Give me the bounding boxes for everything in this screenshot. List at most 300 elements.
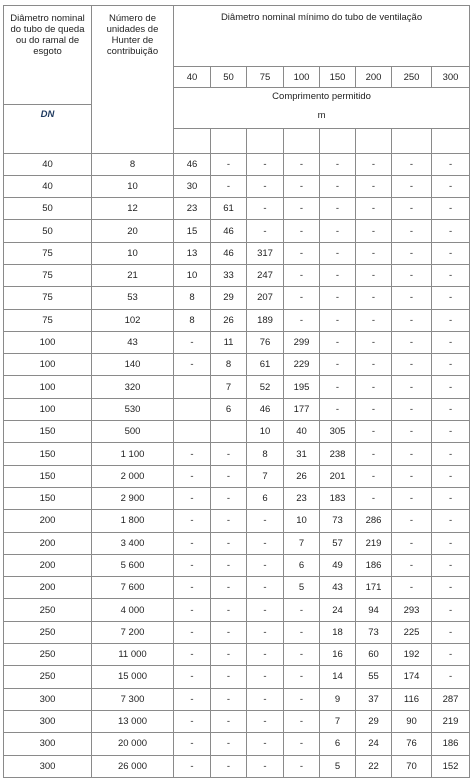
length-cell: - <box>211 621 247 643</box>
length-cell: 8 <box>211 354 247 376</box>
length-cell: - <box>356 465 392 487</box>
length-cell: - <box>247 220 284 242</box>
length-cell: 43 <box>320 577 356 599</box>
length-cell: - <box>432 309 470 331</box>
table-row <box>4 465 470 487</box>
length-cell: 24 <box>320 599 356 621</box>
header-vent-title: Diâmetro nominal mínimo do tubo de ventilação <box>174 6 470 67</box>
table-row <box>4 264 470 286</box>
length-cell: - <box>392 153 432 175</box>
length-cell: 189 <box>247 309 284 331</box>
length-cell: - <box>432 510 470 532</box>
length-cell: 22 <box>356 755 392 777</box>
length-cell: - <box>284 309 320 331</box>
length-cell: - <box>174 755 211 777</box>
length-cell: 31 <box>284 443 320 465</box>
length-cell: 23 <box>284 487 320 509</box>
table-row <box>4 487 470 509</box>
length-cell: 186 <box>356 554 392 576</box>
header-spacer <box>211 128 247 153</box>
uhc-cell: 530 <box>92 398 174 420</box>
table-row <box>4 376 470 398</box>
length-cell: 60 <box>356 644 392 666</box>
ventilation-length-table <box>3 5 470 778</box>
uhc-cell: 3 400 <box>92 532 174 554</box>
length-cell: - <box>356 376 392 398</box>
length-cell: - <box>284 599 320 621</box>
dn-cell: 250 <box>4 599 92 621</box>
length-cell: - <box>356 331 392 353</box>
length-cell: - <box>247 710 284 732</box>
length-cell: - <box>432 398 470 420</box>
length-cell: 26 <box>284 465 320 487</box>
length-cell: - <box>247 532 284 554</box>
length-cell: 49 <box>320 554 356 576</box>
length-cell: - <box>320 331 356 353</box>
header-spacer <box>432 128 470 153</box>
dn-cell: 150 <box>4 487 92 509</box>
length-cell: - <box>392 354 432 376</box>
uhc-cell: 4 000 <box>92 599 174 621</box>
length-cell: - <box>247 688 284 710</box>
header-vent-diameter-cell: 75 <box>247 67 284 88</box>
uhc-cell: 500 <box>92 421 174 443</box>
header-dn-sub-cell <box>4 104 92 153</box>
length-cell: 219 <box>356 532 392 554</box>
length-cell: - <box>392 376 432 398</box>
length-cell: - <box>356 198 392 220</box>
header-vent-diameter-cell: 50 <box>211 67 247 88</box>
uhc-cell: 11 000 <box>92 644 174 666</box>
length-cell: - <box>392 242 432 264</box>
uhc-cell: 20 <box>92 220 174 242</box>
length-cell: 46 <box>247 398 284 420</box>
length-cell: - <box>320 242 356 264</box>
length-cell: 7 <box>320 710 356 732</box>
length-cell: - <box>247 554 284 576</box>
length-cell: 10 <box>284 510 320 532</box>
table-row <box>4 331 470 353</box>
length-cell: - <box>211 710 247 732</box>
uhc-cell: 43 <box>92 331 174 353</box>
length-cell: 207 <box>247 287 284 309</box>
length-cell: - <box>284 287 320 309</box>
length-cell: - <box>247 510 284 532</box>
header-spacer <box>392 128 432 153</box>
length-cell: - <box>432 644 470 666</box>
length-cell: 293 <box>392 599 432 621</box>
header-uhc-label: Número de unidades de Hunter de contribuição <box>106 13 159 57</box>
header-spacer <box>174 128 211 153</box>
length-cell: 238 <box>320 443 356 465</box>
length-cell: - <box>356 309 392 331</box>
length-cell: 195 <box>284 376 320 398</box>
uhc-cell: 12 <box>92 198 174 220</box>
uhc-cell: 20 000 <box>92 733 174 755</box>
dn-cell: 100 <box>4 376 92 398</box>
length-cell: 55 <box>356 666 392 688</box>
length-cell: 5 <box>284 577 320 599</box>
table-row <box>4 554 470 576</box>
length-cell: 90 <box>392 710 432 732</box>
dn-cell: 150 <box>4 421 92 443</box>
table-row <box>4 198 470 220</box>
length-cell: - <box>284 153 320 175</box>
length-cell: - <box>174 465 211 487</box>
length-cell: - <box>356 175 392 197</box>
length-cell: - <box>392 198 432 220</box>
uhc-cell: 1 800 <box>92 510 174 532</box>
length-cell: - <box>432 354 470 376</box>
uhc-cell: 140 <box>92 354 174 376</box>
length-cell: 6 <box>320 733 356 755</box>
uhc-cell: 7 200 <box>92 621 174 643</box>
length-cell: - <box>392 331 432 353</box>
length-cell: - <box>284 666 320 688</box>
length-cell: 5 <box>320 755 356 777</box>
dn-cell: 100 <box>4 398 92 420</box>
length-cell: - <box>211 554 247 576</box>
length-cell: - <box>211 153 247 175</box>
length-cell: 299 <box>284 331 320 353</box>
length-cell: - <box>211 532 247 554</box>
length-cell: 29 <box>356 710 392 732</box>
length-cell: - <box>320 175 356 197</box>
length-cell: - <box>320 220 356 242</box>
length-cell: - <box>356 421 392 443</box>
length-cell: - <box>174 554 211 576</box>
dn-cell: 300 <box>4 733 92 755</box>
length-cell: - <box>320 198 356 220</box>
length-cell: 73 <box>356 621 392 643</box>
dn-cell: 150 <box>4 443 92 465</box>
length-cell: - <box>432 242 470 264</box>
table-row <box>4 175 470 197</box>
dn-cell: 300 <box>4 755 92 777</box>
table-row <box>4 733 470 755</box>
length-cell: - <box>432 554 470 576</box>
uhc-cell: 10 <box>92 175 174 197</box>
table-row <box>4 755 470 777</box>
length-cell: - <box>320 287 356 309</box>
ventilation-table-container <box>3 5 469 778</box>
length-cell: - <box>211 487 247 509</box>
header-spacer <box>356 128 392 153</box>
length-cell: 73 <box>320 510 356 532</box>
length-cell: - <box>284 733 320 755</box>
dn-cell: 200 <box>4 510 92 532</box>
length-cell: - <box>356 354 392 376</box>
length-cell: - <box>174 331 211 353</box>
length-cell: - <box>174 443 211 465</box>
length-cell: - <box>356 220 392 242</box>
length-cell: - <box>432 599 470 621</box>
table-row <box>4 688 470 710</box>
length-cell: - <box>392 532 432 554</box>
header-spacer <box>284 128 320 153</box>
length-cell: - <box>247 599 284 621</box>
length-cell: - <box>247 198 284 220</box>
length-cell: 61 <box>211 198 247 220</box>
length-cell: - <box>284 710 320 732</box>
length-cell: - <box>392 510 432 532</box>
length-cell: - <box>356 287 392 309</box>
uhc-cell: 15 000 <box>92 666 174 688</box>
length-cell: 11 <box>211 331 247 353</box>
table-row <box>4 220 470 242</box>
length-cell: - <box>432 153 470 175</box>
length-cell: 247 <box>247 264 284 286</box>
length-cell: - <box>174 733 211 755</box>
uhc-cell: 7 300 <box>92 688 174 710</box>
length-cell: - <box>174 666 211 688</box>
length-cell: 46 <box>211 242 247 264</box>
length-cell: 201 <box>320 465 356 487</box>
length-cell: - <box>174 644 211 666</box>
header-vent-diameter-cell: 200 <box>356 67 392 88</box>
table-row <box>4 510 470 532</box>
length-cell: 171 <box>356 577 392 599</box>
length-cell: - <box>356 153 392 175</box>
length-cell: - <box>174 710 211 732</box>
length-cell: - <box>247 175 284 197</box>
length-cell: - <box>432 577 470 599</box>
dn-cell: 250 <box>4 644 92 666</box>
length-cell: - <box>284 175 320 197</box>
length-cell: 46 <box>174 153 211 175</box>
length-cell: 76 <box>247 331 284 353</box>
table-body <box>4 153 470 777</box>
uhc-cell: 1 100 <box>92 443 174 465</box>
length-cell: 37 <box>356 688 392 710</box>
dn-cell: 200 <box>4 532 92 554</box>
length-cell: 18 <box>320 621 356 643</box>
length-cell: - <box>247 153 284 175</box>
length-cell: 61 <box>247 354 284 376</box>
table-header <box>4 6 470 154</box>
length-cell: 317 <box>247 242 284 264</box>
length-cell: 14 <box>320 666 356 688</box>
uhc-cell: 102 <box>92 309 174 331</box>
length-cell: - <box>211 465 247 487</box>
length-cell: - <box>356 264 392 286</box>
length-cell: 183 <box>320 487 356 509</box>
length-cell: 286 <box>356 510 392 532</box>
length-cell: - <box>284 644 320 666</box>
length-cell: 8 <box>174 287 211 309</box>
length-cell: 186 <box>432 733 470 755</box>
length-cell: - <box>174 621 211 643</box>
length-cell: - <box>211 443 247 465</box>
header-uhc-cell <box>92 6 174 154</box>
table-row <box>4 666 470 688</box>
dn-cell: 100 <box>4 354 92 376</box>
table-row <box>4 577 470 599</box>
length-cell: - <box>211 599 247 621</box>
length-cell: 305 <box>320 421 356 443</box>
uhc-cell: 320 <box>92 376 174 398</box>
length-cell: - <box>432 487 470 509</box>
length-cell: - <box>247 733 284 755</box>
length-cell: 94 <box>356 599 392 621</box>
table-row <box>4 421 470 443</box>
length-cell: - <box>284 198 320 220</box>
length-cell: 6 <box>247 487 284 509</box>
table-row <box>4 153 470 175</box>
table-row <box>4 599 470 621</box>
uhc-cell: 10 <box>92 242 174 264</box>
dn-cell: 200 <box>4 577 92 599</box>
length-cell: - <box>320 354 356 376</box>
length-cell: - <box>211 688 247 710</box>
header-dn-sub: DN <box>40 108 55 120</box>
length-cell <box>174 421 211 443</box>
dn-cell: 75 <box>4 309 92 331</box>
length-cell: - <box>432 465 470 487</box>
dn-cell: 250 <box>4 666 92 688</box>
length-cell: 229 <box>284 354 320 376</box>
length-cell: - <box>174 688 211 710</box>
length-cell: - <box>432 331 470 353</box>
length-cell <box>174 376 211 398</box>
length-cell: 16 <box>320 644 356 666</box>
length-cell: - <box>211 577 247 599</box>
header-vent-diameter-cell: 100 <box>284 67 320 88</box>
length-cell: - <box>392 487 432 509</box>
length-cell: - <box>247 666 284 688</box>
length-cell: 23 <box>174 198 211 220</box>
length-cell: - <box>320 264 356 286</box>
length-cell: - <box>174 354 211 376</box>
length-cell: - <box>320 153 356 175</box>
header-spacer <box>247 128 284 153</box>
length-cell: - <box>432 532 470 554</box>
length-cell: - <box>174 599 211 621</box>
length-cell: - <box>392 264 432 286</box>
length-cell: - <box>432 376 470 398</box>
header-spacer <box>320 128 356 153</box>
uhc-cell: 21 <box>92 264 174 286</box>
table-row <box>4 309 470 331</box>
length-cell: 9 <box>320 688 356 710</box>
dn-cell: 75 <box>4 287 92 309</box>
length-cell: 219 <box>432 710 470 732</box>
dn-cell: 300 <box>4 688 92 710</box>
length-cell: 8 <box>247 443 284 465</box>
length-cell <box>174 398 211 420</box>
length-cell: 192 <box>392 644 432 666</box>
table-row <box>4 354 470 376</box>
length-cell: - <box>211 175 247 197</box>
header-length-unit: m <box>174 104 470 128</box>
table-row <box>4 287 470 309</box>
length-cell: - <box>432 421 470 443</box>
length-cell: - <box>211 733 247 755</box>
table-row <box>4 532 470 554</box>
length-cell: - <box>432 220 470 242</box>
length-cell: - <box>320 309 356 331</box>
length-cell: - <box>284 688 320 710</box>
length-cell: - <box>284 264 320 286</box>
length-cell: 76 <box>392 733 432 755</box>
length-cell: 177 <box>284 398 320 420</box>
uhc-cell: 13 000 <box>92 710 174 732</box>
length-cell: 8 <box>174 309 211 331</box>
dn-cell: 40 <box>4 175 92 197</box>
length-cell: 7 <box>247 465 284 487</box>
uhc-cell: 2 900 <box>92 487 174 509</box>
dn-cell: 200 <box>4 554 92 576</box>
length-cell: 152 <box>432 755 470 777</box>
length-cell: - <box>211 644 247 666</box>
dn-cell: 50 <box>4 198 92 220</box>
length-cell: - <box>392 220 432 242</box>
length-cell: 33 <box>211 264 247 286</box>
dn-cell: 300 <box>4 710 92 732</box>
length-cell: - <box>392 287 432 309</box>
length-cell: - <box>356 487 392 509</box>
length-cell: 10 <box>174 264 211 286</box>
length-cell: - <box>432 198 470 220</box>
length-cell: - <box>432 175 470 197</box>
header-vent-diameter-cell: 150 <box>320 67 356 88</box>
header-vent-diameter-cell: 300 <box>432 67 470 88</box>
length-cell: 30 <box>174 175 211 197</box>
table-row <box>4 644 470 666</box>
dn-cell: 50 <box>4 220 92 242</box>
length-cell: - <box>284 621 320 643</box>
length-cell <box>211 421 247 443</box>
length-cell: - <box>356 242 392 264</box>
length-cell: - <box>432 443 470 465</box>
length-cell: 57 <box>320 532 356 554</box>
header-dn-label: Diâmetro nominal do tubo de queda ou do ramal de esgoto <box>10 13 85 57</box>
length-cell: 24 <box>356 733 392 755</box>
table-row <box>4 398 470 420</box>
length-cell: - <box>247 621 284 643</box>
length-cell: - <box>284 242 320 264</box>
length-cell: 13 <box>174 242 211 264</box>
table-row <box>4 242 470 264</box>
length-cell: 70 <box>392 755 432 777</box>
length-cell: - <box>174 487 211 509</box>
length-cell: 29 <box>211 287 247 309</box>
length-cell: - <box>284 220 320 242</box>
length-cell: - <box>174 532 211 554</box>
length-cell: 7 <box>284 532 320 554</box>
length-cell: 174 <box>392 666 432 688</box>
length-cell: - <box>432 264 470 286</box>
length-cell: - <box>432 666 470 688</box>
table-row <box>4 443 470 465</box>
header-length-label: Comprimento permitido <box>174 88 470 105</box>
dn-cell: 100 <box>4 331 92 353</box>
uhc-cell: 8 <box>92 153 174 175</box>
length-cell: - <box>392 421 432 443</box>
length-cell: - <box>356 443 392 465</box>
dn-cell: 150 <box>4 465 92 487</box>
length-cell: 26 <box>211 309 247 331</box>
length-cell: - <box>247 644 284 666</box>
length-cell: 46 <box>211 220 247 242</box>
length-cell: - <box>392 554 432 576</box>
header-dn-cell <box>4 6 92 105</box>
length-cell: - <box>211 755 247 777</box>
table-row <box>4 621 470 643</box>
length-cell: - <box>392 398 432 420</box>
uhc-cell: 2 000 <box>92 465 174 487</box>
length-cell: - <box>392 443 432 465</box>
